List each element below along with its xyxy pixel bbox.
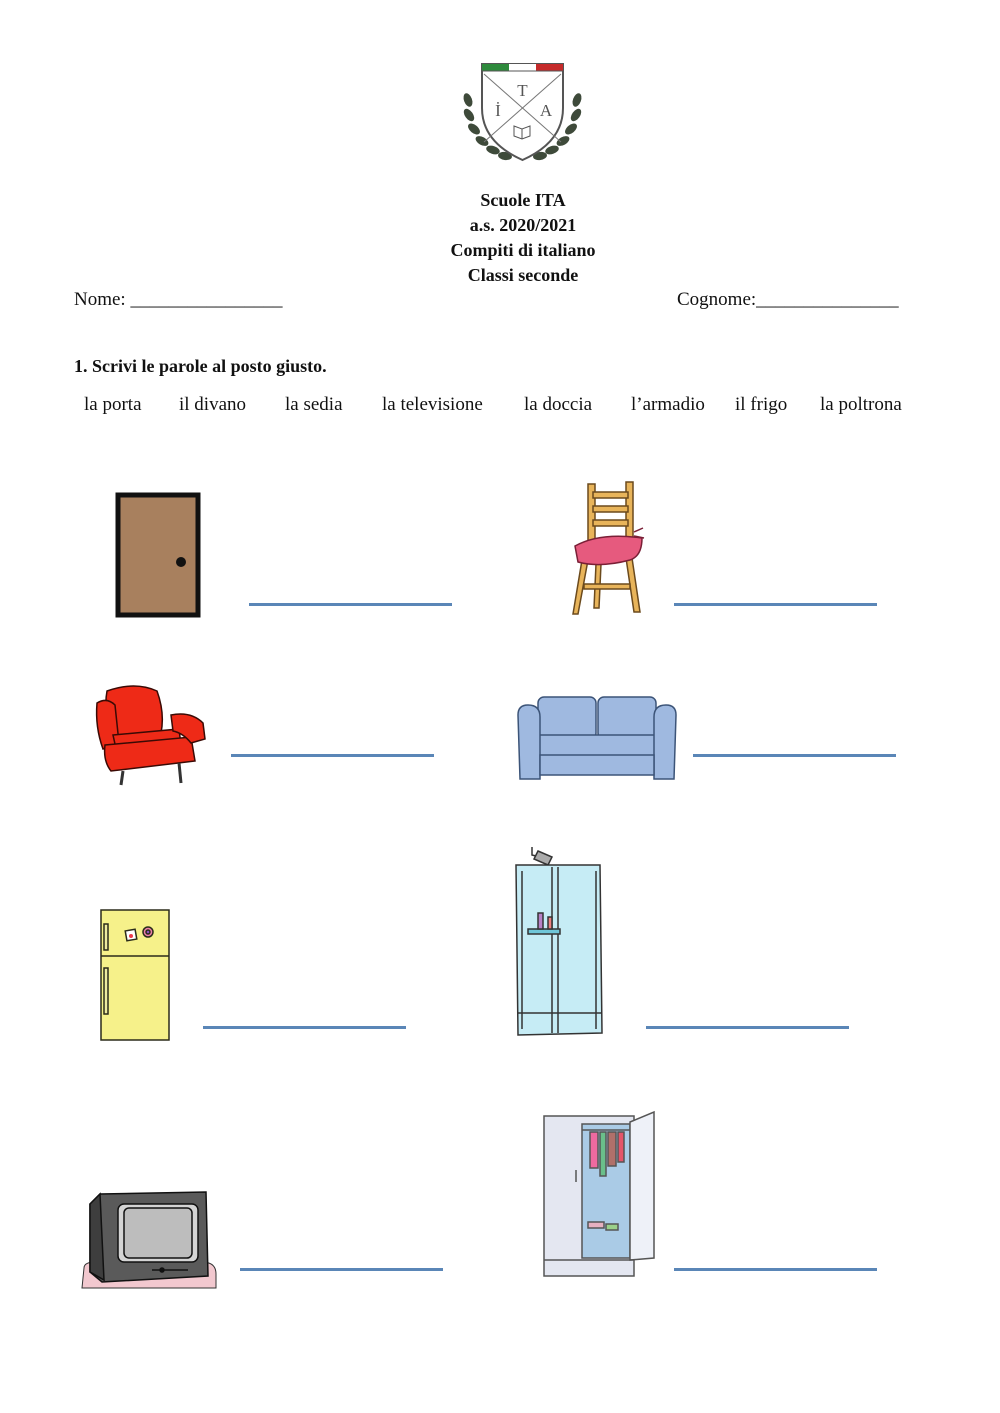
answer-blank-shower[interactable] <box>646 1026 849 1029</box>
exercise-title: 1. Scrivi le parole al posto giusto. <box>74 356 327 376</box>
word-bank-item: l’armadio <box>631 394 705 415</box>
shower-icon <box>512 845 608 1041</box>
answer-blank-television[interactable] <box>240 1268 443 1271</box>
chair-icon <box>570 480 648 616</box>
word-bank-item: la doccia <box>524 394 593 415</box>
word-bank-item: la sedia <box>285 394 343 415</box>
answer-blank-armchair[interactable] <box>231 754 434 757</box>
answer-blank-chair[interactable] <box>674 603 877 606</box>
header <box>0 188 1000 288</box>
logo-letter-t: T <box>517 81 528 100</box>
word-bank-item: la poltrona <box>820 394 902 415</box>
school-name: Scuole ITA <box>480 190 566 210</box>
answer-blank-sofa[interactable] <box>693 754 896 757</box>
class-title: Classi seconde <box>467 265 579 285</box>
word-bank-item: la televisione <box>382 394 483 415</box>
answer-blank-door[interactable] <box>249 603 452 606</box>
sofa-icon <box>516 693 678 783</box>
word-bank-item: il divano <box>179 394 247 415</box>
name-field[interactable]: Nome: ________________ <box>74 289 283 310</box>
door-icon <box>115 492 201 618</box>
television-icon <box>82 1188 218 1292</box>
word-bank-item: la porta <box>84 394 142 415</box>
school-year: a.s. 2020/2021 <box>469 215 577 235</box>
fridge-icon <box>98 906 172 1044</box>
wardrobe-icon <box>540 1110 658 1282</box>
logo-letter-a: A <box>539 101 553 120</box>
answer-blank-fridge[interactable] <box>203 1026 406 1029</box>
answer-blank-wardrobe[interactable] <box>674 1268 877 1271</box>
school-logo <box>460 60 585 170</box>
word-bank-item: il frigo <box>735 394 788 415</box>
subject-title: Compiti di italiano <box>450 240 596 260</box>
logo-letter-i: İ <box>495 101 501 120</box>
surname-field[interactable]: Cognome:_______________ <box>677 289 899 310</box>
armchair-icon <box>95 683 207 787</box>
